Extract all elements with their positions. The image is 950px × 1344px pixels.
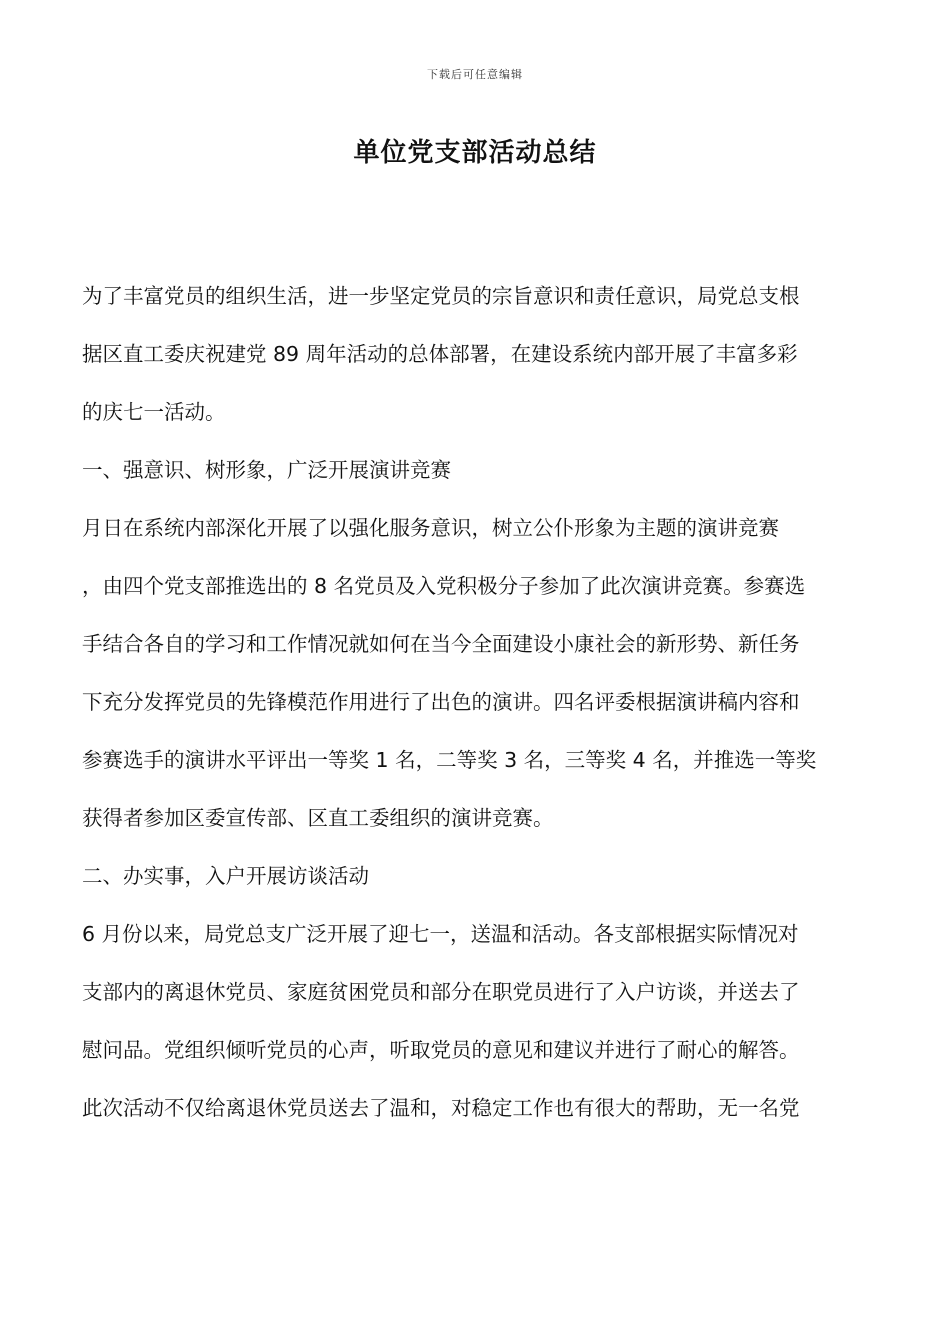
- text-line: 下充分发挥党员的先锋模范作用进行了出色的演讲。四名评委根据演讲稿内容和: [82, 690, 800, 714]
- text-line: 慰问品。党组织倾听党员的心声，听取党员的意见和建议并进行了耐心的解答。: [82, 1038, 800, 1062]
- document-title: 单位党支部活动总结: [353, 138, 597, 168]
- text-line: 手结合各自的学习和工作情况就如何在当今全面建设小康社会的新形势、新任务: [82, 632, 800, 656]
- text-line: 参赛选手的演讲水平评出一等奖 1 名，二等奖 3 名，三等奖 4 名，并推选一等奖: [82, 748, 817, 772]
- text-line: 此次活动不仅给离退休党员送去了温和，对稳定工作也有很大的帮助，无一名党: [82, 1096, 800, 1120]
- paragraph-home-visits: [82, 915, 872, 1127]
- heading-line: 一、强意识、树形象，广泛开展演讲竞赛: [82, 458, 451, 482]
- text-line: 为了丰富党员的组织生活，进一步坚定党员的宗旨意识和责任意识，局党总支根: [82, 284, 800, 308]
- text-line: 据区直工委庆祝建党 89 周年活动的总体部署，在建设系统内部开展了丰富多彩: [82, 342, 798, 366]
- text-line: 支部内的离退休党员、家庭贫困党员和部分在职党员进行了入户访谈，并送去了: [82, 980, 800, 1004]
- paragraph-intro: [82, 277, 872, 431]
- text-line: 获得者参加区委宣传部、区直工委组织的演讲竞赛。: [82, 806, 554, 830]
- document-body: [82, 277, 872, 1147]
- text-line: 月日在系统内部深化开展了以强化服务意识，树立公仆形象为主题的演讲竞赛: [82, 516, 779, 540]
- paragraph-speech-contest: [82, 509, 872, 837]
- text-line: 6 月份以来，局党总支广泛开展了迎七一，送温和活动。各支部根据实际情况对: [82, 922, 799, 946]
- heading-line: 二、办实事，入户开展访谈活动: [82, 864, 369, 888]
- text-line: 的庆七一活动。: [82, 400, 226, 424]
- section-heading-1: [82, 451, 872, 489]
- section-heading-2: [82, 857, 872, 895]
- text-line: ，由四个党支部推选出的 8 名党员及入党积极分子参加了此次演讲竞赛。参赛选: [82, 574, 806, 598]
- header-note: 下载后可任意编辑: [427, 68, 523, 81]
